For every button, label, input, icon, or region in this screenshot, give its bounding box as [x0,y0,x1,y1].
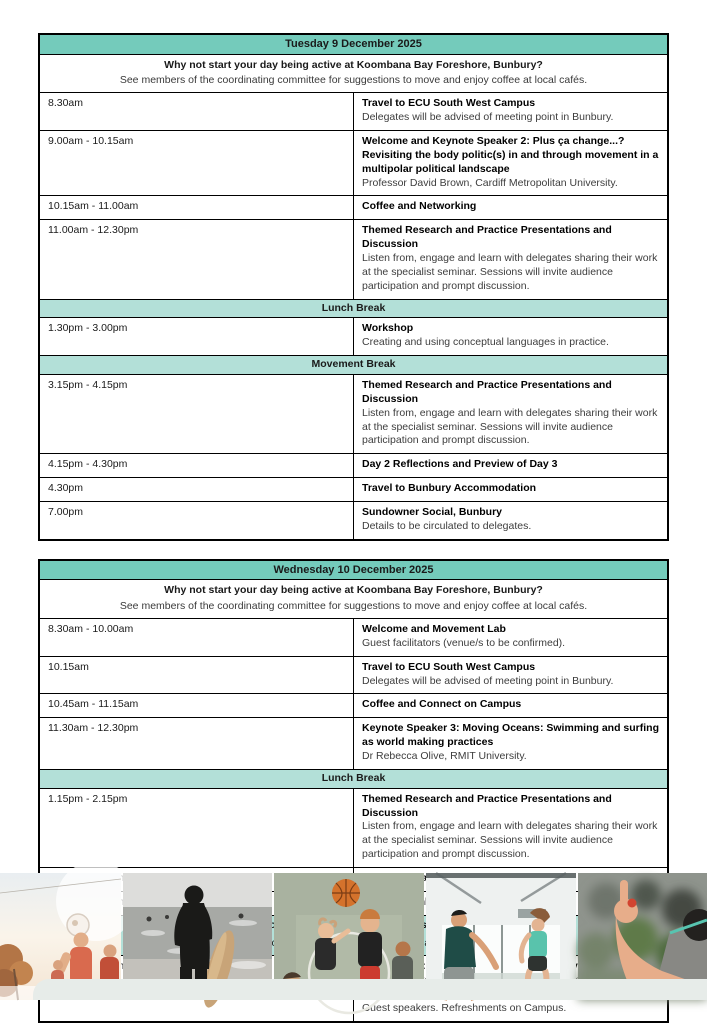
session-row [39,618,668,656]
session-time: 11.30am - 12.30pm [39,718,354,770]
session-time: 3.15pm - 4.15pm [39,374,354,453]
session-time: 9.00am - 10.15am [39,130,354,195]
session-title: Keynote Speaker 3: Moving Oceans: Swimming and surfing as world making practices [362,722,659,749]
day-table-tuesday [0,33,707,541]
session-title: Travel to ECU South West Campus [362,97,536,110]
break-band-row [39,299,668,318]
session-time: 10.15am - 11.00am [39,196,354,220]
session-title: Themed Research and Practice Presentations and Discussion [362,224,612,251]
session-time: 1.30pm - 3.00pm [39,318,354,356]
session-title: Coffee and Networking [362,200,477,213]
intro-sub-text: See members of the coordinating committee for suggestions to move and enjoy coffee at local cafés. [119,74,588,87]
session-description: Dr Rebecca Olive, RMIT University. [362,749,527,762]
session-description: Listen from, engage and learn with delegates sharing their work at the specialist seminar. Sessions will invite audience participation and prompt discussion. [362,820,658,861]
session-title: Welcome and Keynote Speaker 2: Plus ça change...? Revisiting the body politic(s) in and through movement in a multipolar political landscape [362,134,659,175]
day-header-row [39,560,668,580]
session-description: Details to be circulated to delegates. [362,519,532,532]
session-row [39,656,668,694]
session-description: Delegates will be advised of meeting point in Bunbury. [362,674,614,687]
session-row [39,478,668,502]
intro-row [39,54,668,93]
session-time: 1.15pm - 2.15pm [39,788,354,867]
session-row [39,318,668,356]
top-margin [0,0,707,33]
session-time: 7.00pm [39,502,354,540]
intro-bold-text: Why not start your day being active at Koombana Bay Foreshore, Bunbury? [164,584,543,597]
table-gap [0,541,707,559]
session-time: 11.00am - 12.30pm [39,220,354,299]
day-title: Wednesday 10 December 2025 [39,560,668,580]
session-row [39,694,668,718]
session-description: Listen from, engage and learn with delegates sharing their work at the specialist seminar. Sessions will invite audience participation and prompt discussion. [362,406,658,447]
session-title: Travel to ECU South West Campus [362,660,536,673]
break-band-row [39,769,668,788]
session-title: Workshop [362,322,414,335]
session-row [39,130,668,195]
session-row [39,788,668,867]
session-time: 10.45am - 11.15am [39,694,354,718]
session-time: 10.15am [39,656,354,694]
session-row [39,454,668,478]
break-band-label: Movement Break [39,356,668,375]
session-description: Professor David Brown, Cardiff Metropolitan University. [362,176,618,189]
session-time: 4.30pm [39,478,354,502]
break-band-row [39,356,668,375]
break-band-label: Lunch Break [39,769,668,788]
session-time: 8.30am [39,93,354,131]
session-title: Sundowner Social, Bunbury [362,506,503,518]
day-title: Tuesday 9 December 2025 [39,34,668,54]
session-row [39,220,668,299]
footer-card [33,979,707,1000]
session-description: Delegates will be advised of meeting point in Bunbury. [362,111,614,124]
session-row [39,374,668,453]
intro-sub-text: See members of the coordinating committee for suggestions to move and enjoy coffee at local cafés. [119,600,588,613]
break-band-label: Lunch Break [39,299,668,318]
session-title: Welcome and Movement Lab [362,622,506,635]
session-description: Guest facilitators (venue/s to be confirmed). [362,636,566,649]
session-row [39,502,668,540]
session-row [39,196,668,220]
day-header-row [39,34,668,54]
session-time: 8.30am - 10.00am [39,618,354,656]
session-title: Travel to Bunbury Accommodation [362,482,537,495]
session-title: Coffee and Connect on Campus [362,698,522,711]
session-description: Listen from, engage and learn with delegates sharing their work at the specialist seminar. Sessions will invite audience participation and prompt discussion. [362,251,658,292]
session-title: Themed Research and Practice Presentations and Discussion [362,378,612,405]
intro-bold-text: Why not start your day being active at Koombana Bay Foreshore, Bunbury? [164,58,543,71]
session-description: Creating and using conceptual languages in practice. [362,336,609,349]
session-title: Themed Research and Practice Presentations and Discussion [362,792,612,819]
schedule-table [38,33,669,541]
session-title: Day 2 Reflections and Preview of Day 3 [362,458,558,471]
session-time: 4.15pm - 4.30pm [39,454,354,478]
session-row [39,718,668,770]
intro-row [39,580,668,619]
session-row [39,93,668,131]
session-description: Guest speakers. Refreshments on Campus. [362,1002,567,1014]
